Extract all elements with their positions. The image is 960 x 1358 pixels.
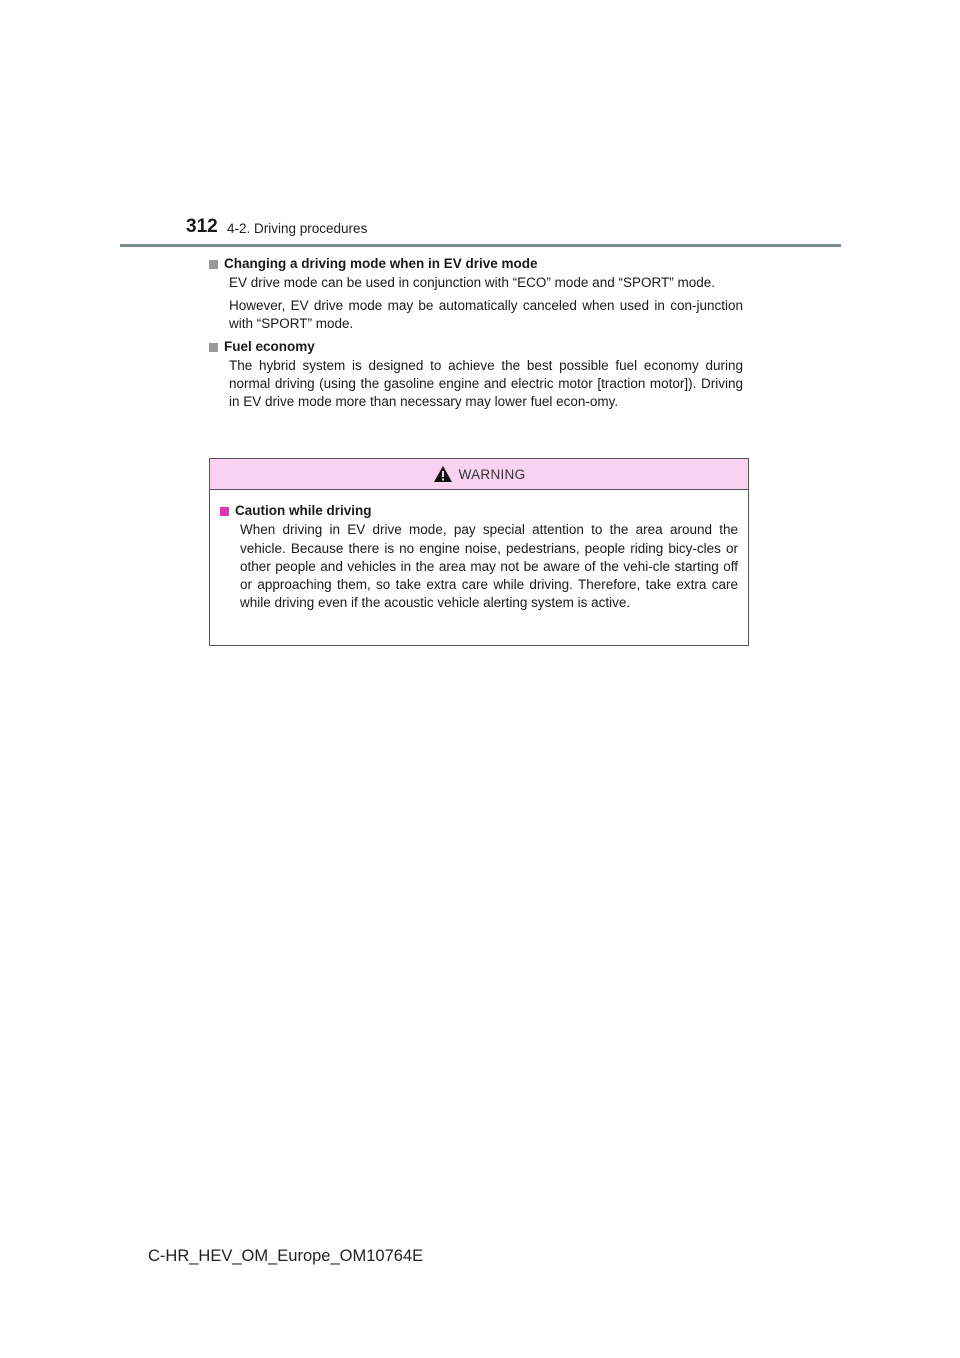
section-title: 4-2. Driving procedures xyxy=(227,221,368,236)
warning-subhead xyxy=(220,502,738,520)
warning-subhead-label: Caution while driving xyxy=(235,503,372,518)
main-content xyxy=(209,255,743,419)
square-bullet-icon xyxy=(209,260,218,269)
warning-box xyxy=(209,458,749,646)
warning-label: WARNING xyxy=(458,466,526,482)
warning-text: When driving in EV drive mode, pay special attention to the area around the vehicle. Because there is no engine noise, pedestrians, people riding bicy-cles or other people and vehicles in the area may not be aware of the vehi-cle starting off or approaching them, so take extra care while driving. Therefore, take extra care while driving even if the acoustic vehicle alerting system is active. xyxy=(240,522,738,611)
subhead-label: Fuel economy xyxy=(224,339,315,354)
subhead-ev-mode xyxy=(209,255,743,273)
square-bullet-icon xyxy=(220,507,229,516)
header-rule xyxy=(120,244,841,247)
paragraph: However, EV drive mode may be automatically canceled when used in con-junction with “SPORT” mode. xyxy=(229,298,743,331)
warning-body xyxy=(210,490,748,613)
page-number: 312 xyxy=(186,216,218,237)
subhead-label: Changing a driving mode when in EV drive mode xyxy=(224,256,538,271)
paragraph: EV drive mode can be used in conjunction with “ECO” mode and “SPORT” mode. xyxy=(229,275,715,290)
warning-triangle-icon xyxy=(433,465,453,483)
warning-header xyxy=(210,459,748,490)
paragraph: The hybrid system is designed to achieve the best possible fuel economy during normal driving (using the gasoline engine and electric motor [traction motor]). Driving in EV drive mode more than necessary may lower fuel econ-omy. xyxy=(229,358,743,409)
subhead-fuel-economy xyxy=(209,338,743,356)
square-bullet-icon xyxy=(209,343,218,352)
footer-code: C-HR_HEV_OM_Europe_OM10764E xyxy=(148,1247,424,1265)
